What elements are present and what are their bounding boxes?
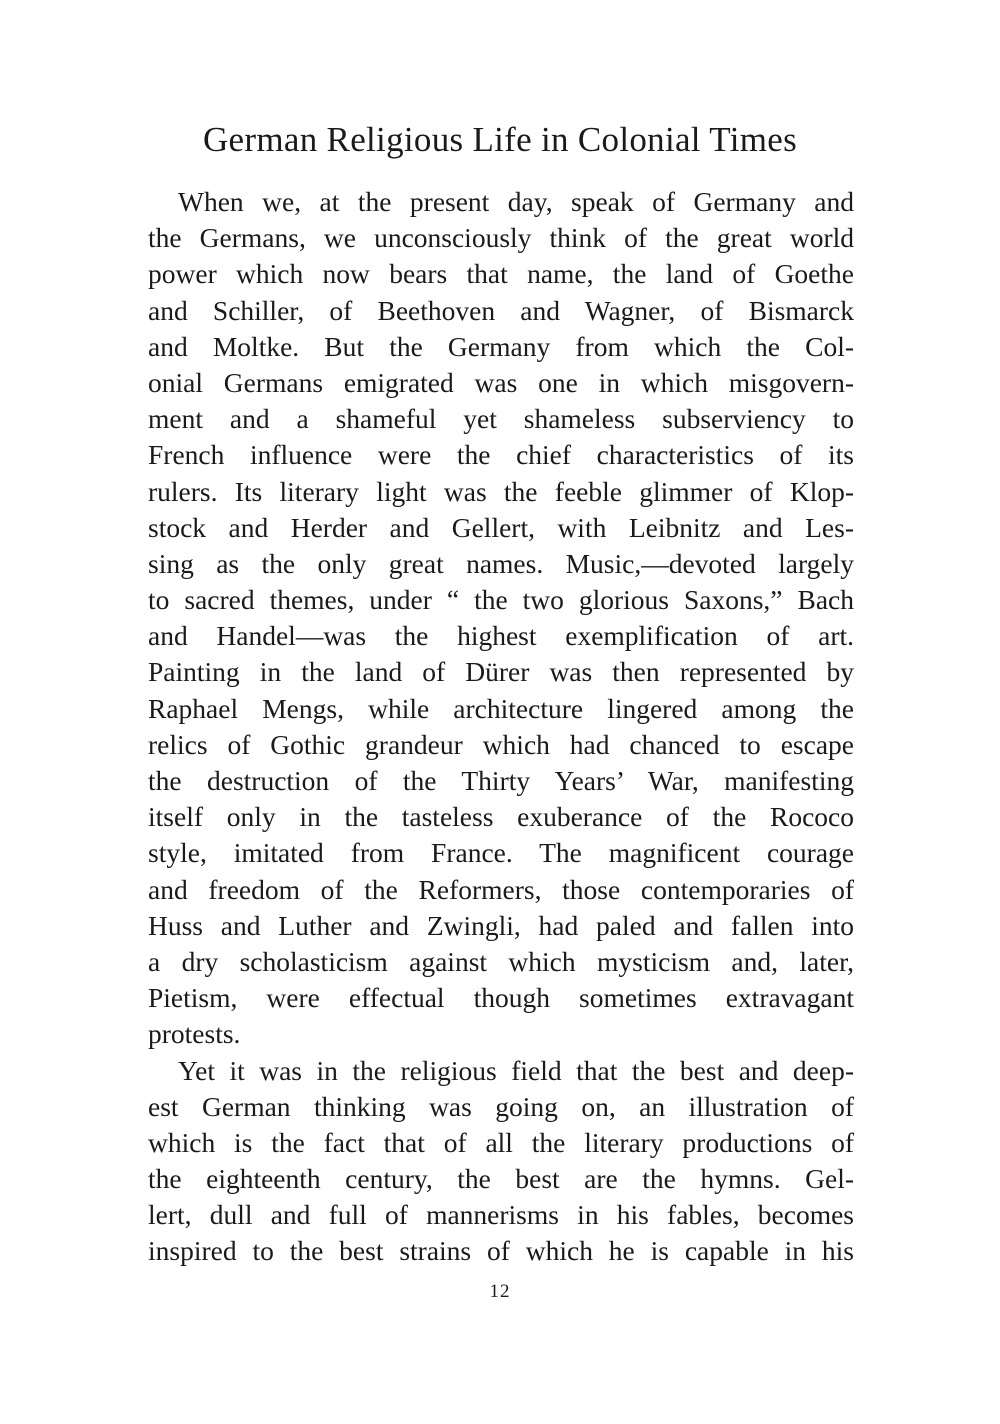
text-line: sing as the only great names. Music,—devoted largely <box>148 547 854 579</box>
text-line: the eighteenth century, the best are the hymns. Gel- <box>148 1163 854 1195</box>
text-line: Raphael Mengs, while architecture lingered among the <box>148 692 854 724</box>
text-line: lert, dull and full of mannerisms in his fables, becomes <box>148 1199 854 1231</box>
text-line: style, imitated from France. The magnificent courage <box>148 837 854 869</box>
text-line: and Moltke. But the Germany from which the Col- <box>148 330 854 362</box>
text-line: the Germans, we unconsciously think of the great world <box>148 222 854 254</box>
text-line: protests. <box>148 1018 241 1050</box>
text-line: stock and Herder and Gellert, with Leibnitz and Les- <box>148 511 854 543</box>
body-text <box>148 184 854 1270</box>
text-line: and Handel—was the highest exemplification of art. <box>148 620 854 652</box>
text-line: a dry scholasticism against which mysticism and, later, <box>148 945 854 977</box>
text-line: onial Germans emigrated was one in which misgovern- <box>148 366 854 398</box>
text-line: ment and a shameful yet shameless subserviency to <box>148 403 854 435</box>
text-line: Huss and Luther and Zwingli, had paled and fallen into <box>148 909 854 941</box>
paragraph-1 <box>148 184 854 1053</box>
text-line: Painting in the land of Dürer was then represented by <box>148 656 854 688</box>
text-line: the destruction of the Thirty Years’ War, manifesting <box>148 765 854 796</box>
paragraph-2 <box>148 1053 854 1270</box>
text-line: and freedom of the Reformers, those contemporaries of <box>148 873 854 905</box>
text-line: to sacred themes, under “ the two glorious Saxons,” Bach <box>148 584 854 616</box>
text-line: and Schiller, of Beethoven and Wagner, of Bismarck <box>148 294 854 326</box>
text-line: power which now bears that name, the land of Goethe <box>148 258 854 290</box>
text-line: est German thinking was going on, an illustration of <box>148 1090 854 1122</box>
page-number: 12 <box>489 1281 511 1302</box>
text-line: When we, at the present day, speak of Germany and <box>178 186 854 217</box>
text-line: inspired to the best strains of which he is capable in his <box>148 1235 854 1267</box>
text-line: relics of Gothic grandeur which had chanced to escape <box>148 728 854 760</box>
running-title: German Religious Life in Colonial Times <box>202 120 798 159</box>
text-line: which is the fact that of all the literary productions of <box>148 1126 854 1158</box>
text-line: itself only in the tasteless exuberance of the Rococo <box>148 801 854 833</box>
text-line: rulers. Its literary light was the feeble glimmer of Klop- <box>148 475 854 507</box>
text-line: French influence were the chief characteristics of its <box>148 439 854 471</box>
text-line: Pietism, were effectual though sometimes extravagant <box>148 982 854 1014</box>
text-line: Yet it was in the religious field that the best and deep- <box>178 1054 854 1086</box>
